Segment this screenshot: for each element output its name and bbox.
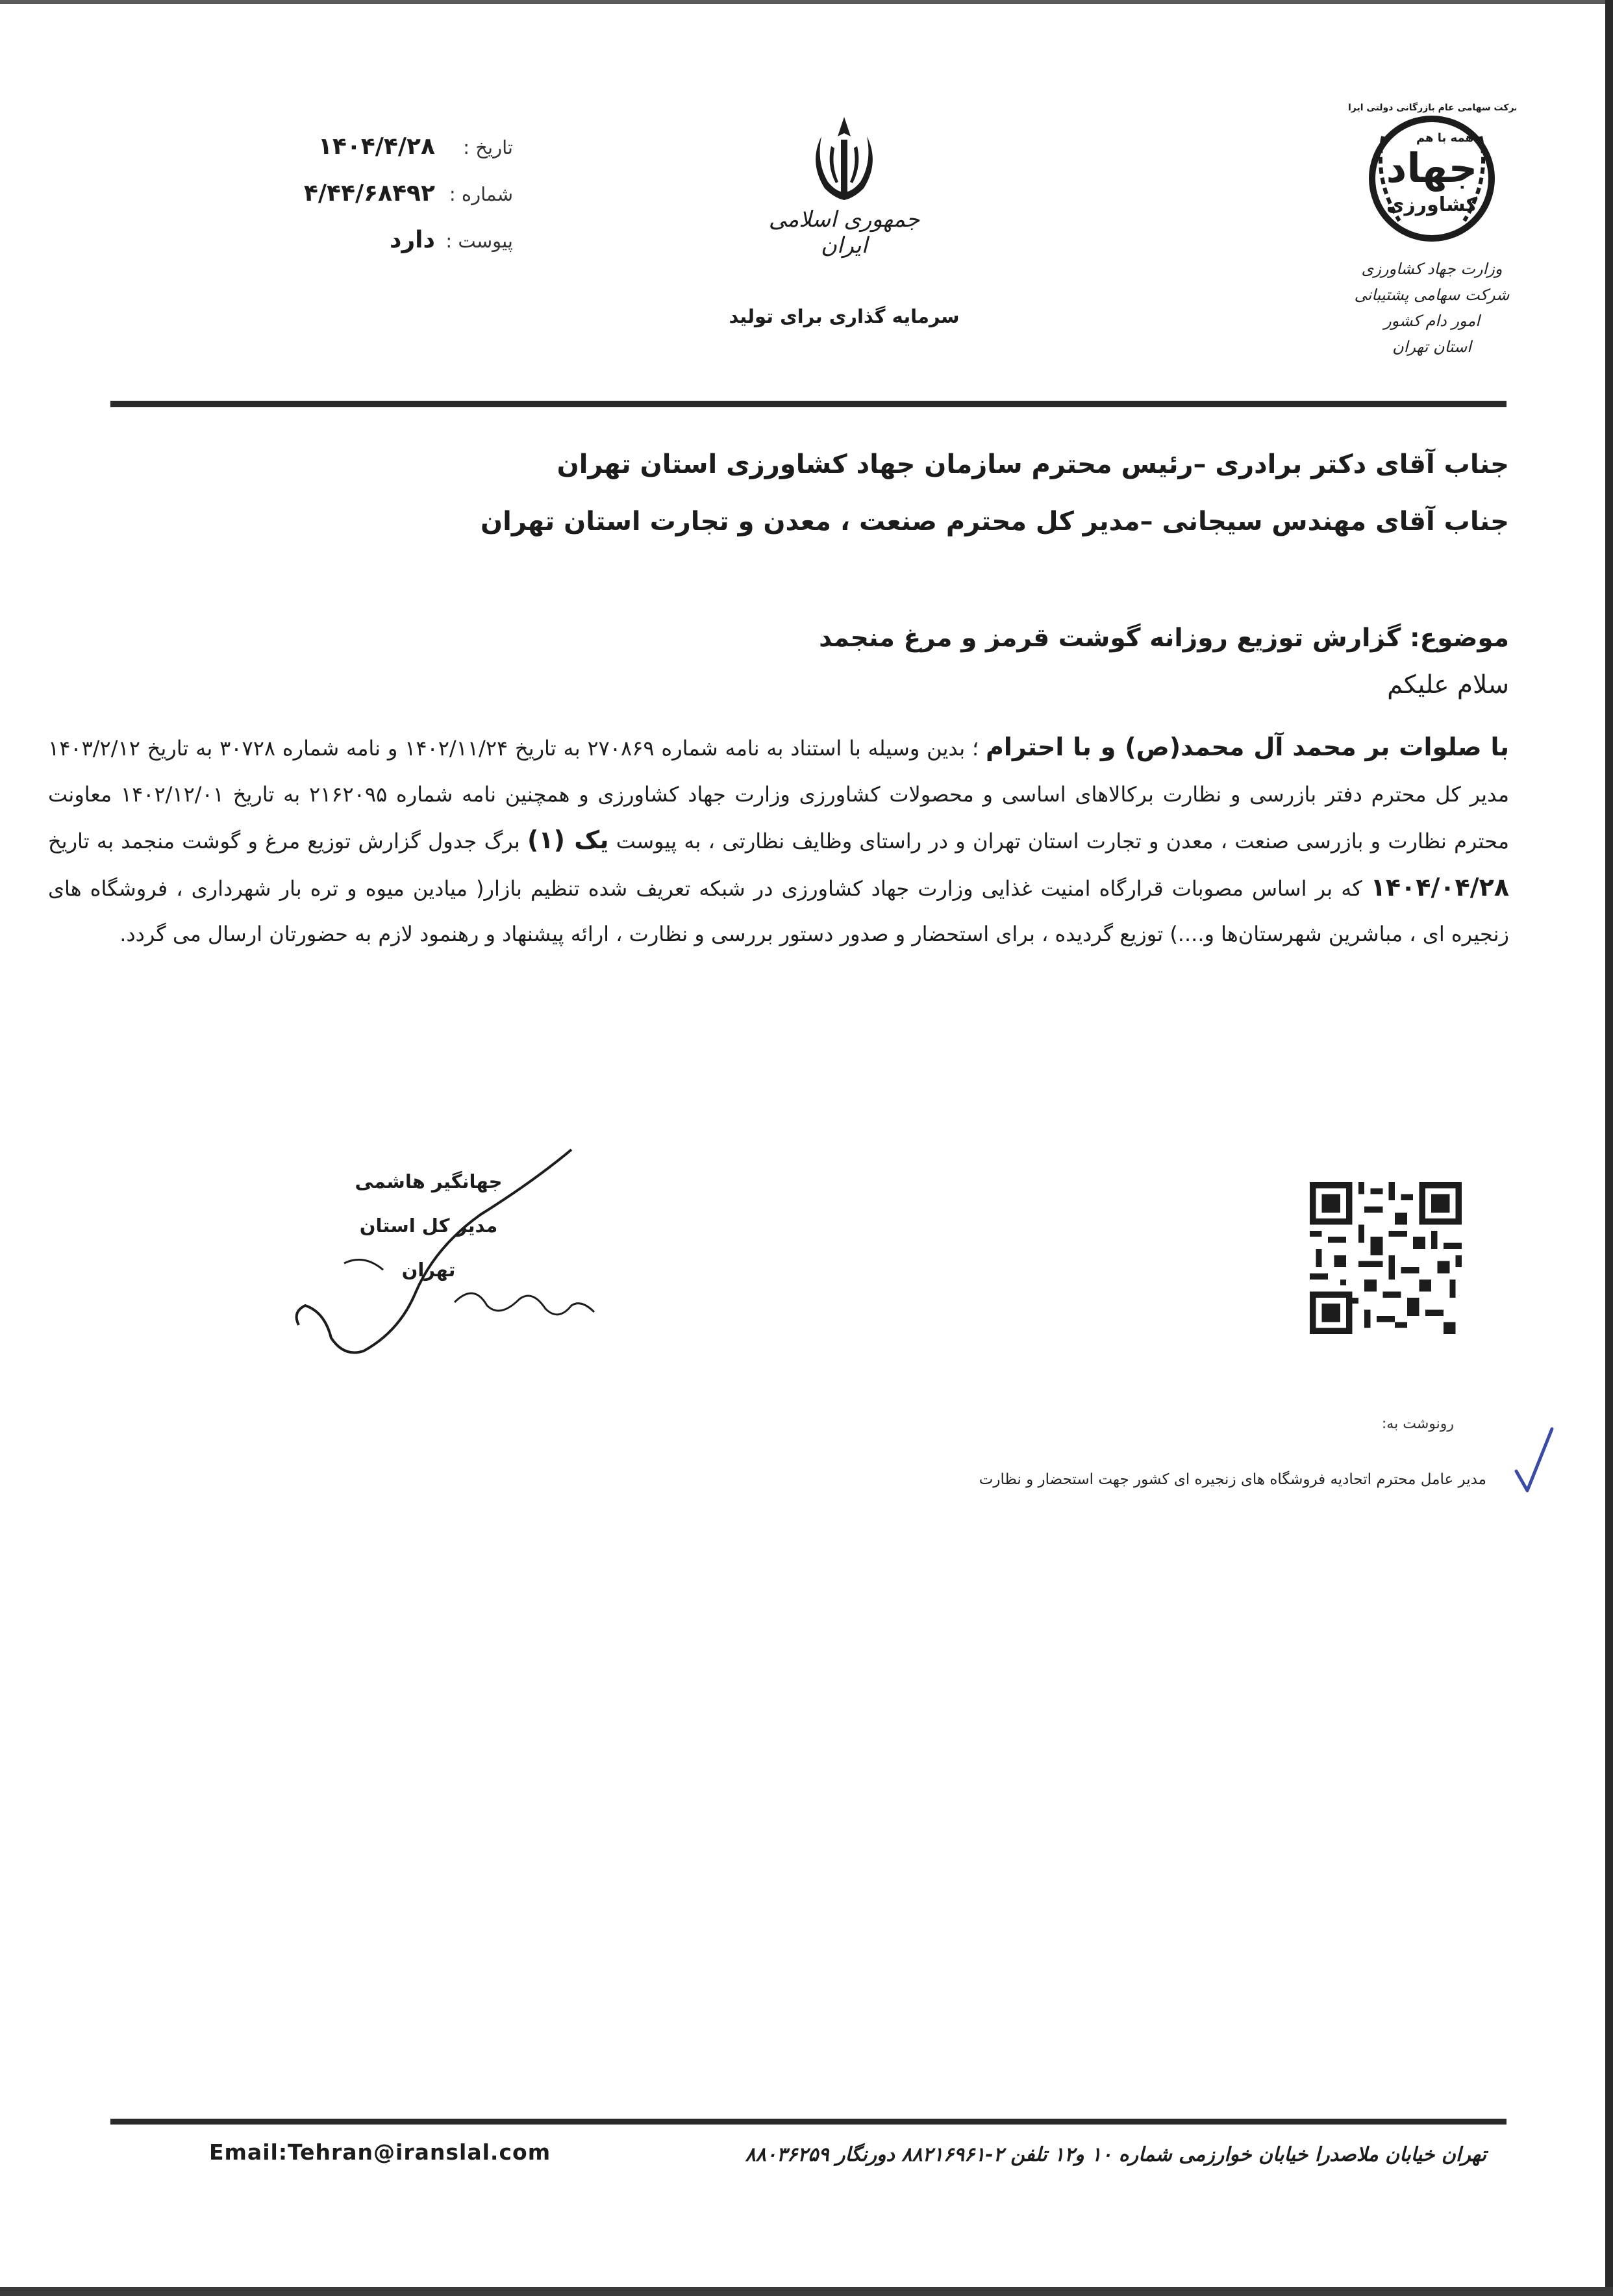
letter-meta bbox=[279, 133, 513, 273]
logo-province: استان تهران bbox=[1392, 338, 1471, 356]
logo-company: شرکت سهامی پشتیبانی امور دام کشور bbox=[1354, 286, 1510, 330]
cc-item: مدیر عامل محترم اتحادیه فروشگاه های زنجیره ای کشور جهت استحضار و نظارت bbox=[979, 1471, 1486, 1488]
jihad-logo-icon bbox=[1347, 97, 1516, 253]
date-row bbox=[279, 133, 513, 180]
slogan: سرمایه گذاری برای تولید bbox=[729, 305, 960, 327]
number-row bbox=[279, 180, 513, 227]
addressee-2: جناب آقای مهندس سیجانی –مدیر کل محترم صنعت ، معدن و تجارت استان تهران bbox=[481, 507, 1509, 536]
footer-divider bbox=[110, 2119, 1507, 2125]
attachment-label: پیوست : bbox=[445, 230, 513, 252]
cc-title: رونوشت به: bbox=[1381, 1416, 1454, 1432]
logo-top-line: شرکت سهامی عام بازرگانی دولتی ایران bbox=[1347, 103, 1516, 113]
body-part-3: که بر اساس مصوبات قرارگاه امنیت غذایی وزارت جهاد کشاورزی در شبکه تعریف شده تنظیم بازار( میادین میوه و تره بار شهرداری ، فروشگاه های زنجیره ای ، مباشرین شهرستان‌ها و....) توزیع گردیده ، برای استحضار و صدور دستور بررسی و نظارت ، ارائه پیشنهاد و رهنمود لازم به حضورتان ارسال می گردد. bbox=[48, 876, 1509, 946]
header-divider bbox=[110, 401, 1507, 407]
scan-edge-bottom bbox=[0, 2287, 1613, 2296]
logo-main: جهاد bbox=[1386, 144, 1478, 192]
body-part-2: برگ جدول گزارش توزیع مرغ و گوشت منجمد به تاریخ bbox=[48, 829, 520, 853]
footer-email: Email:Tehran@iranslal.com bbox=[209, 2139, 551, 2165]
signer-block bbox=[338, 1159, 519, 1292]
body-attachment-count: یک (۱) bbox=[527, 826, 609, 854]
attachment-row bbox=[279, 227, 513, 273]
jihad-keshavarzi-logo bbox=[1341, 97, 1523, 360]
number-label: شماره : bbox=[449, 183, 513, 205]
signer-title: مدیر کل استان تهران bbox=[359, 1215, 498, 1281]
emblem-icon bbox=[795, 110, 893, 208]
iran-emblem bbox=[753, 110, 935, 259]
addressee-1: جناب آقای دکتر برادری –رئیس محترم سازمان جهاد کشاورزی استان تهران bbox=[556, 449, 1509, 479]
greeting: سلام علیکم bbox=[1387, 670, 1509, 700]
subject-line: موضوع: گزارش توزیع روزانه گوشت قرمز و مرغ منجمد bbox=[819, 624, 1509, 653]
scan-edge-top bbox=[0, 0, 1613, 4]
date-value: ۱۴۰۴/۴/۲۸ bbox=[318, 133, 435, 160]
logo-sub: کشاورزی bbox=[1386, 194, 1477, 216]
logo-together: همه با هم bbox=[1416, 131, 1474, 145]
attachment-value: دارد bbox=[389, 227, 435, 253]
signer-name: جهانگیر هاشمی bbox=[355, 1170, 503, 1192]
emblem-caption: جمهوری اسلامی ایران bbox=[768, 207, 920, 259]
letter-body bbox=[48, 724, 1509, 957]
logo-ministry: وزارت جهاد کشاورزی bbox=[1361, 260, 1503, 278]
number-value: ۴/۴۴/۶۸۴۹۲ bbox=[303, 180, 435, 207]
scan-edge-right bbox=[1605, 0, 1613, 2296]
body-salutation: با صلوات بر محمد آل محمد(ص) و با احترام bbox=[985, 733, 1510, 761]
checkmark-icon bbox=[1513, 1426, 1558, 1497]
date-label: تاریخ : bbox=[463, 136, 513, 158]
qr-code bbox=[1310, 1182, 1462, 1334]
body-part-1: ؛ بدین وسیله با استناد به نامه شماره ۲۷۰۸۶۹ به تاریخ ۱۴۰۲/۱۱/۲۴ و نامه شماره ۳۰۷۲۸ به تاریخ ۱۴۰۳/۲/۱۲ مدیر کل محترم دفتر بازرسی و نظارت برکالاهای اساسی و محصولات کشاورزی وزارت جهاد کشاورزی و همچنین نامه شماره ۲۱۶۲۰۹۵ به تاریخ ۱۴۰۲/۱۲/۰۱ معاونت محترم نظارت و بازرسی صنعت ، معدن و تجارت استان تهران و در راستای وظایف نظارتی ، به پیوست bbox=[48, 736, 1510, 853]
body-report-date: ۱۴۰۴/۰۴/۲۸ bbox=[1370, 872, 1510, 902]
footer-address: تهران خیابان ملاصدرا خیابان خوارزمی شماره ۱۰ و۱۲ تلفن ۲-۸۸۲۱۶۹۶۱ دورنگار ۸۸۰۳۶۲۵۹ bbox=[745, 2143, 1486, 2166]
